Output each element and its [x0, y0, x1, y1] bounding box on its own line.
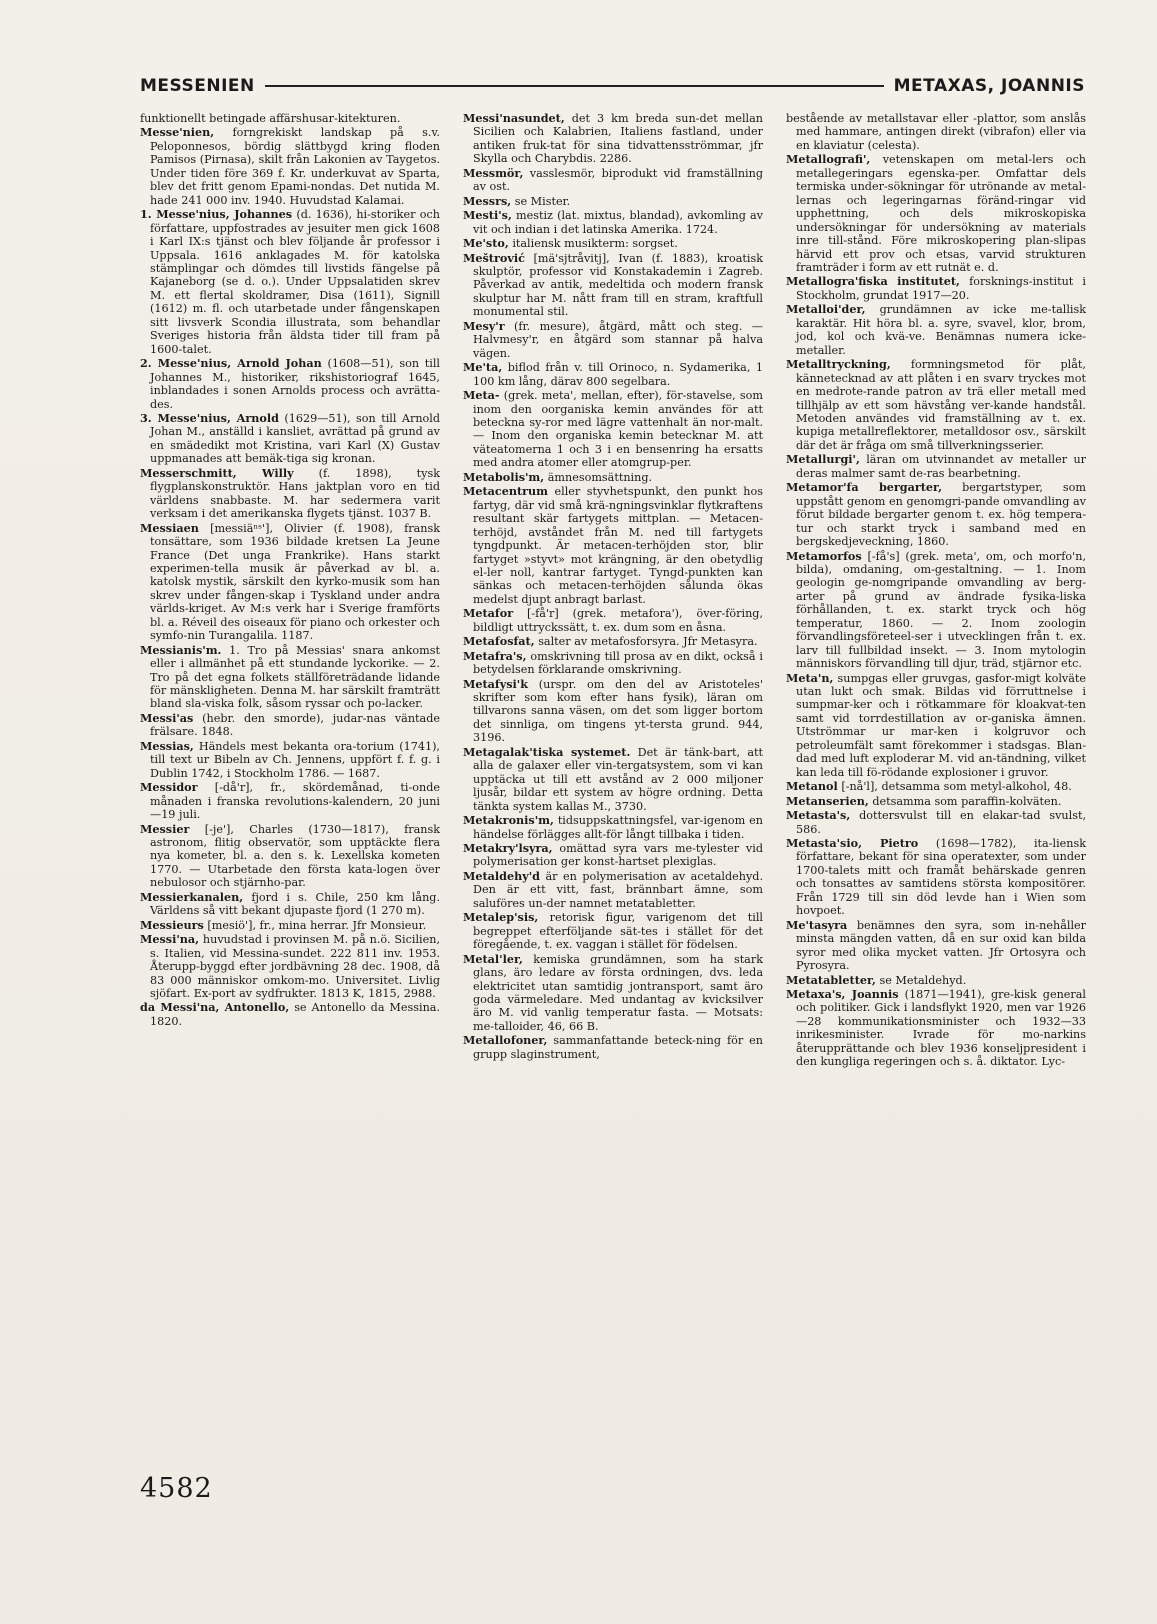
- entry-headword: Metamor'fa bergarter,: [786, 480, 943, 495]
- entry-headword: Me'ta,: [463, 360, 503, 375]
- header-right-term: METAXAS, JOANNIS: [893, 76, 1085, 96]
- entry-text: grundämnen av icke me-tallisk karaktär. Hit höra bl. a. syre, svavel, klor, brom, jod, kol och kvä-ve. Benämnas numera icke-metaller.: [796, 303, 1086, 357]
- entry-text: formningsmetod för plåt, kännetecknad av att plåten i en svarv tryckes mot en medrote-rande patron av trä eller metall med tillhjälp av ett som hävstång ver-kande handstål. Metoden användes vid framställning av t. ex. kupiga metallreflektorer, metalldosor osv., särskilt där det är fråga om små tillverkningsserier.: [796, 358, 1086, 452]
- dictionary-entry: [140, 467, 440, 521]
- entry-text: [mä'sjtråvitj], Ivan (f. 1883), kroatisk skulptör, professor vid Konstakademin i Zagreb. Påverkad av antik, medeltida och modern fransk skulptur har M. nått fram till en stram, kraftfull monumental stil.: [473, 251, 763, 319]
- entry-headword: Metallofoner,: [463, 1033, 548, 1048]
- dictionary-entry: [463, 252, 763, 319]
- dictionary-entry: [786, 809, 1086, 836]
- header-left-term: MESSENIEN: [140, 76, 255, 96]
- entry-headword: Metallurgi',: [786, 452, 860, 467]
- entry-headword: Metanserien,: [786, 793, 869, 808]
- entry-text: italiensk musikterm: sorgset.: [512, 237, 678, 251]
- dictionary-entry: [140, 823, 440, 890]
- entry-headword: Messiaen: [140, 520, 199, 535]
- entry-text: [-då'r], fr., skördemånad, ti-onde månaden i franska revolutions-kalendern, 20 juni—19 juli.: [150, 781, 440, 822]
- entry-headword: Metakry'lsyra,: [463, 841, 553, 856]
- dictionary-entry: [463, 678, 763, 745]
- entry-headword: Messi'na,: [140, 932, 200, 947]
- dictionary-entry: [140, 933, 440, 1000]
- column-3: [786, 112, 1086, 1070]
- entry-headword: Meta-: [463, 388, 500, 403]
- entry-text: [-få's] (grek. meta', om, och morfo'n, bilda), omdaning, om-gestaltning. — 1. Inom geologin ge-nomgripande omvandling av berg-arter på grund av ändrade fysika-liska förhållanden, t. ex. starkt tryck och hög temperatur, 1860. — 2. Inom zoologin förvandlingsföreteel-ser i utvecklingen från t. ex. larv till fullbildad insekt. — 3. Inom mytologin människors förvandling till djur, träd, stjärnor etc.: [796, 549, 1086, 671]
- entry-text: omskrivning till prosa av en dikt, också i betydelsen förklarande omskrivning.: [473, 649, 763, 677]
- entry-headword: Me'sto,: [463, 236, 509, 251]
- dictionary-entry: [140, 357, 440, 411]
- entry-headword: Messerschmitt, Willy: [140, 465, 294, 480]
- entry-headword: Metanol: [786, 779, 838, 794]
- running-header: [140, 72, 1085, 100]
- entry-text: forsknings-institut i Stockholm, grundat 1917—20.: [796, 275, 1086, 302]
- entry-text: eller styvhetspunkt, den punkt hos fartyg, där vid små krä-ngningsvinklar flytkraftens resultant skär fartygets mittplan. — Metacen-terhöjd, avståndet från M. ned till fartygets tyngdpunkt. Är metacen-terhöjden stor, blir fartyget »styvt» mot krängning, är den obetydlig el-ler noll, kantrar fartyget. Tyngd-punkten kan sänkas och metacen-terhöjden sålunda ökas medelst djupt anbragt barlast.: [473, 485, 763, 606]
- entry-headword: Messe'nien,: [140, 125, 215, 140]
- entry-text: omättad syra vars me-tylester vid polymerisation ger konst-hartset plexiglas.: [473, 842, 763, 869]
- dictionary-entry: [786, 550, 1086, 671]
- dictionary-entry: [463, 209, 763, 236]
- dictionary-entry: [463, 361, 763, 388]
- entry-headword: Messidor: [140, 780, 198, 795]
- entry-headword: Metallografi',: [786, 152, 871, 167]
- entry-headword: Metabolis'm,: [463, 469, 545, 484]
- entry-text: (1608—51), son till Johannes M., historiker, rikshistoriograf 1645, inblandades i sonen Arnolds process och avrätta-des.: [150, 357, 441, 411]
- entry-headword: Messieurs: [140, 917, 204, 932]
- entry-text: salter av metafosforsyra. Jfr Metasyra.: [538, 635, 758, 649]
- entry-headword: Mesti's,: [463, 208, 512, 223]
- entry-text: fjord i s. Chile, 250 km lång. Världens så vitt bekant djupaste fjord (1 270 m).: [150, 890, 441, 918]
- entry-text: (1629—51), son till Arnold Johan M., anställd i kansliet, avrättad på grund av en smädedikt mot Kristina, vari Karl (X) Gustav uppmanades att bemäk-tiga sig kronan.: [150, 411, 441, 466]
- entry-text: bestående av metallstavar eller -plattor, som anslås med hammare, antingen direkt (vibrafon) eller via en klaviatur (celesta).: [786, 112, 1086, 152]
- entry-text: mestiz (lat. mixtus, blandad), avkomling av vit och indian i det latinska Amerika. 1724.: [473, 209, 763, 236]
- dictionary-entry: [463, 389, 763, 470]
- entry-text: bergartstyper, som uppstått genom en genomgri-pande omvandling av förut bildade bergarter genom t. ex. hög tempera-tur och starkt tryck i samband med en bergskedjeveckning, 1860.: [796, 481, 1086, 549]
- entry-headword: Metaldehy'd: [463, 868, 540, 883]
- dictionary-entry: [463, 814, 763, 841]
- entry-text: se Metaldehyd.: [879, 973, 967, 987]
- entry-text: (1871—1941), gre-kisk general och politiker. Gick i landsflykt 1920, men var 1926—28 kommunikationsminister och 1932—33 inrikesminister. Ivrade för mo-narkins återupprättande och blev 1936 konseljpresident i den kungliga regeringen och s. å. diktator. Lyc-: [796, 988, 1086, 1069]
- dictionary-entry: [463, 485, 763, 606]
- entry-text: (d. 1636), hi-storiker och författare, uppfostrades av jesuiter men gick 1608 i Karl IX:s tjänst och blev följande år professor i Uppsala. 1616 anklagades M. för katolska stämplingar och dömdes till livstids fängelse på Kajaneborg (se d. o.). Under Uppsalatiden skrev M. ett flertal skoldramer, Disa (1611), Signill (1612) m. fl. och utarbetade under fångenskapen sitt livsverk Scondia illustrata, som behandlar Sveriges historia från äldsta tider till fram på 1600-talet.: [150, 208, 440, 356]
- entry-text: [-je'], Charles (1730—1817), fransk astronom, flitig observatör, som upptäckte flera nya kometer, bl. a. den s. k. Lexellska kometen 1770. — Utarbetade den första kata-logen över nebulosor och stjärnho-par.: [150, 822, 440, 890]
- entry-text: Händels mest bekanta ora-torium (1741), till text ur Bibeln av Ch. Jennens, uppfört f. f. g. i Dublin 1742, i Stockholm 1786. — 1687.: [150, 739, 440, 780]
- entry-headword: Metafor: [463, 606, 514, 621]
- entry-headword: Meta'n,: [786, 670, 834, 685]
- dictionary-entry: [140, 112, 440, 125]
- entry-text: [-få'r] (grek. metafora'), över-föring, bildligt uttryckssätt, t. ex. dum som en åsna.: [473, 607, 764, 634]
- entry-text: är en polymerisation av acetaldehyd. Den är ett vitt, fast, brännbart ämne, som saluföres un-der namnet metatabletter.: [473, 869, 763, 910]
- entry-text: [-nå'l], detsamma som metyl-alkohol, 48.: [841, 780, 1072, 794]
- entry-headword: Metasta's,: [786, 808, 851, 823]
- dictionary-entry: [463, 167, 763, 194]
- entry-text: dottersvulst till en elakar-tad svulst, 586.: [796, 809, 1086, 836]
- entry-text: läran om utvinnandet av metaller ur deras malmer samt de-ras bearbetning.: [796, 453, 1086, 480]
- entry-headword: Messi'nasundet,: [463, 111, 565, 125]
- entry-text: se Mister.: [514, 194, 571, 208]
- entry-text: forngrekiskt landskap på s.v. Peloponnesos, bördig slättbygd kring floden Pamisos (Pirnasa), skilt från Lakonien av Taygetos. Under tiden före 369 f. Kr. underkuvat av Sparta, blev det fritt genom Epami-nondas. Det nutida M. hade 241 000 inv. 1940. Huvudstad Kalamai.: [150, 126, 440, 207]
- entry-text: funktionellt betingade affärshusar-kitekturen.: [140, 112, 401, 125]
- entry-text: det 3 km breda sun-det mellan Sicilien och Kalabrien, Italiens fastland, under antiken fruk-tat för sina tidvattensströmmar, jfr Skylla och Charybdis. 2286.: [473, 112, 763, 166]
- entry-headword: Metalltryckning,: [786, 357, 891, 372]
- entry-text: [messiäⁿˢ'], Olivier (f. 1908), fransk tonsättare, som 1936 bildade kretsen La Jeune France (Det unga Frankrike). Hans starkt experimen-tella musik är påverkad av bl. a. katolsk mystik, särskilt den kyrko-musik som han skrev under fången-skap i Tyskland under andra världs-kriget. Av M:s verk har i Sverige framförts bl. a. Réveil des oiseaux för piano och orkester och symfo-nin Turangalila. 1187.: [150, 521, 440, 643]
- entry-text: kemiska grundämnen, som ha stark glans, äro ledare av första ordningen, dvs. leda elektricitet utan samtidig jontransport, samt äro goda värmeledare. Med undantag av kvicksilver äro M. vid vanlig temperatur fasta. — Motsats: me-talloider, 46, 66 B.: [473, 952, 763, 1033]
- dictionary-entry: [786, 153, 1086, 274]
- dictionary-entry: [463, 195, 763, 208]
- dictionary-entry: [140, 891, 440, 918]
- entry-headword: Messias,: [140, 738, 194, 753]
- dictionary-entry: [786, 481, 1086, 548]
- entry-text: ämnesomsättning.: [547, 470, 653, 484]
- entry-headword: Me'tasyra: [786, 917, 848, 932]
- entry-headword: Metacentrum: [463, 484, 549, 499]
- dictionary-entry: [463, 953, 763, 1034]
- entry-text: huvudstad i provinsen M. på n.ö. Sicilien, s. Italien, vid Messina-sundet. 222 811 inv. 1953. Återupp-byggd efter jordbävning 28 dec. 1908, då 83 000 människor omkom-mo. Universitet. Livlig sjöfart. Ex-port av sydfrukter. 1813 K, 1815, 2988.: [150, 933, 440, 1000]
- dictionary-entry: [140, 1001, 440, 1028]
- entry-headword: 3. Messe'nius, Arnold: [140, 410, 279, 425]
- entry-headword: Metafysi'k: [463, 676, 528, 691]
- dictionary-entry: [463, 911, 763, 951]
- entry-text: (hebr. den smorde), judar-nas väntade frälsare. 1848.: [150, 711, 440, 739]
- entry-text: vetenskapen om metal-lers och metallegeringars egenska-per. Omfattar dels termiska under-sökningar för utrönande av metal-lernas och legeringarnas föränd-ringar vid upphettning, och dels mikroskopiska undersökningar för undersökning av materials inre till-stånd. Före mikroskopering plan-slipas härvid ett prov och etsas, varvid strukturen framträder i form av ett rutnät e. d.: [796, 153, 1087, 274]
- entry-headword: Metalep'sis,: [463, 910, 539, 925]
- dictionary-entry: [140, 919, 440, 932]
- entry-headword: da Messi'na, Antonello,: [140, 1000, 290, 1015]
- entry-headword: Metafosfat,: [463, 634, 535, 649]
- dictionary-entry: [140, 781, 440, 821]
- entry-text: (grek. meta', mellan, efter), för-stavelse, som inom den oorganiska kemin användes för att beteckna sy-ror med lägre vattenhalt än nor-malt. — Inom den organiska kemin betecknar M. att väteatomerna 1 och 3 i en bensenring ha ersatts med andra atomer eller atomgrup-per.: [473, 389, 763, 470]
- dictionary-entry: [140, 126, 440, 207]
- entry-text: sumpgas eller gruvgas, gasfor-migt kolväte utan lukt och smak. Bildas vid förruttnelse i sumpmar-ker och i rötkammare för kloakvat-ten samt vid torrdestillation av or-ganiska ämnen. Utströmmar ur mar-ken i kolgruvor och petroleumfält samt förekommer i stadsgas. Blan-dad med luft exploderar M. vid an-tändning, vilket kan leda till fö-rödande explosioner i gruvor.: [796, 671, 1087, 779]
- entry-headword: Metamorfos: [786, 548, 862, 563]
- dictionary-entry: [463, 842, 763, 869]
- entry-text: se Antonello da Messina. 1820.: [150, 1001, 440, 1028]
- entry-headword: 1. Messe'nius, Johannes: [140, 207, 293, 222]
- entry-text: benämnes den syra, som in-nehåller minsta mängden vatten, då en sur oxid kan bilda syror med olika mycket vatten. Jfr Ortosyra och Pyrosyra.: [796, 918, 1087, 973]
- entry-text: (1698—1782), ita-liensk författare, bekant för sina operatexter, som under 1700-talets mitt och framåt behärskade genren och tonsattes av samtidens största kompositörer. Från 1729 till sin död levde han i Wien som hovpoet.: [796, 837, 1087, 918]
- entry-text: (fr. mesure), åtgärd, mått och steg. — Halvmesy'r, en åtgärd som stannar på halva vägen.: [473, 319, 763, 360]
- dictionary-entry: [786, 112, 1086, 152]
- dictionary-entry: [140, 412, 440, 466]
- dictionary-entry: [786, 780, 1086, 793]
- entry-text: retorisk figur, varigenom det till begreppet efterföljande sät-tes i stället för det föregående, t. ex. vaggan i stället för födelsen.: [473, 911, 763, 952]
- dictionary-entry: [786, 453, 1086, 480]
- entry-headword: Metasta'sio, Pietro: [786, 836, 919, 851]
- dictionary-entry: [463, 237, 763, 250]
- entry-headword: Metal'ler,: [463, 951, 523, 966]
- entry-headword: Messier: [140, 821, 190, 836]
- entry-headword: Metatabletter,: [786, 972, 876, 987]
- entry-headword: Mesy'r: [463, 318, 505, 333]
- column-2: [463, 112, 763, 1062]
- dictionary-entry: [463, 1034, 763, 1061]
- entry-headword: Messrs,: [463, 193, 512, 208]
- entry-headword: Metallogra'fiska institutet,: [786, 274, 960, 289]
- dictionary-entry: [786, 795, 1086, 808]
- entry-text: 1. Tro på Messias' snara ankomst eller i allmänhet på ett stundande lyckorike. — 2. Tro på det egna folkets ställföreträdande lidande för mänskligheten. Denna M. har särskilt framträtt bland sla-viska folk, såsom ryssar och po-lacker.: [150, 643, 440, 711]
- dictionary-entry: [786, 275, 1086, 302]
- dictionary-entry: [140, 712, 440, 739]
- dictionary-entry: [786, 837, 1086, 918]
- entry-headword: Messierkanalen,: [140, 889, 244, 904]
- dictionary-entry: [463, 650, 763, 677]
- entry-headword: Metakronis'm,: [463, 813, 554, 828]
- entry-text: vasslesmör, biprodukt vid framställning av ost.: [473, 166, 764, 194]
- entry-text: [mesiö'], fr., mina herrar. Jfr Monsieur.: [207, 918, 427, 932]
- entry-headword: 2. Messe'nius, Arnold Johan: [140, 356, 322, 371]
- entry-headword: Messi'as: [140, 710, 194, 725]
- dictionary-entry: [140, 522, 440, 643]
- entry-text: detsamma som paraffin-kolväten.: [872, 794, 1062, 808]
- dictionary-entry: [463, 320, 763, 360]
- entry-headword: Metafra's,: [463, 648, 527, 663]
- entry-headword: Messmör,: [463, 165, 524, 180]
- dictionary-entry: [463, 471, 763, 484]
- entry-headword: Metaxa's, Joannis: [786, 987, 899, 1001]
- dictionary-entry: [786, 358, 1086, 452]
- header-rule: [265, 85, 884, 87]
- dictionary-entry: [786, 303, 1086, 357]
- dictionary-entry: [786, 974, 1086, 987]
- dictionary-entry: [140, 740, 440, 780]
- dictionary-entry: [786, 919, 1086, 973]
- entry-text: sammanfattande beteck-ning för en grupp slaginstrument,: [473, 1034, 763, 1061]
- entry-text: (urspr. om den del av Aristoteles' skrifter som kom efter hans fysik), läran om tillvarons sanna väsen, om det som ligger bortom det sinnliga, om tingens yt-tersta grund. 944, 3196.: [473, 677, 763, 745]
- dictionary-entry: [140, 644, 440, 711]
- dictionary-entry: [463, 607, 763, 634]
- entry-text: Det är tänk-bart, att alla de galaxer eller vin-tergatsystem, som vi kan upptäcka ut till ett avstånd av 2 000 miljoner ljusår, bildar ett system av högre ordning. Detta tänkta system kallas M., 3730.: [473, 745, 763, 813]
- dictionary-entry: [786, 988, 1086, 1069]
- entry-headword: Metagalak'tiska systemet.: [463, 744, 631, 759]
- dictionary-entry: [463, 870, 763, 910]
- dictionary-entry: [140, 208, 440, 356]
- dictionary-entry: [463, 635, 763, 648]
- dictionary-entry: [786, 672, 1086, 780]
- entry-headword: Meštrović: [463, 250, 525, 265]
- entry-headword: Metalloi'der,: [786, 302, 866, 317]
- entry-text: biflod från v. till Orinoco, n. Sydamerika, 1 100 km lång, därav 800 segelbara.: [473, 361, 763, 388]
- entry-text: tidsuppskattningsfel, var-igenom en händelse förlägges allt-för långt tillbaka i tiden.: [473, 814, 763, 841]
- entry-headword: Messianis'm.: [140, 642, 222, 657]
- entry-text: (f. 1898), tysk flygplanskonstruktör. Hans jaktplan voro en tid världens snabbaste. M. har sedermera varit verksam i det amerikanska flygets tjänst. 1037 B.: [150, 466, 440, 521]
- dictionary-entry: [463, 112, 763, 166]
- page-number: 4582: [140, 1473, 213, 1504]
- column-1: [140, 112, 440, 1029]
- dictionary-entry: [463, 746, 763, 813]
